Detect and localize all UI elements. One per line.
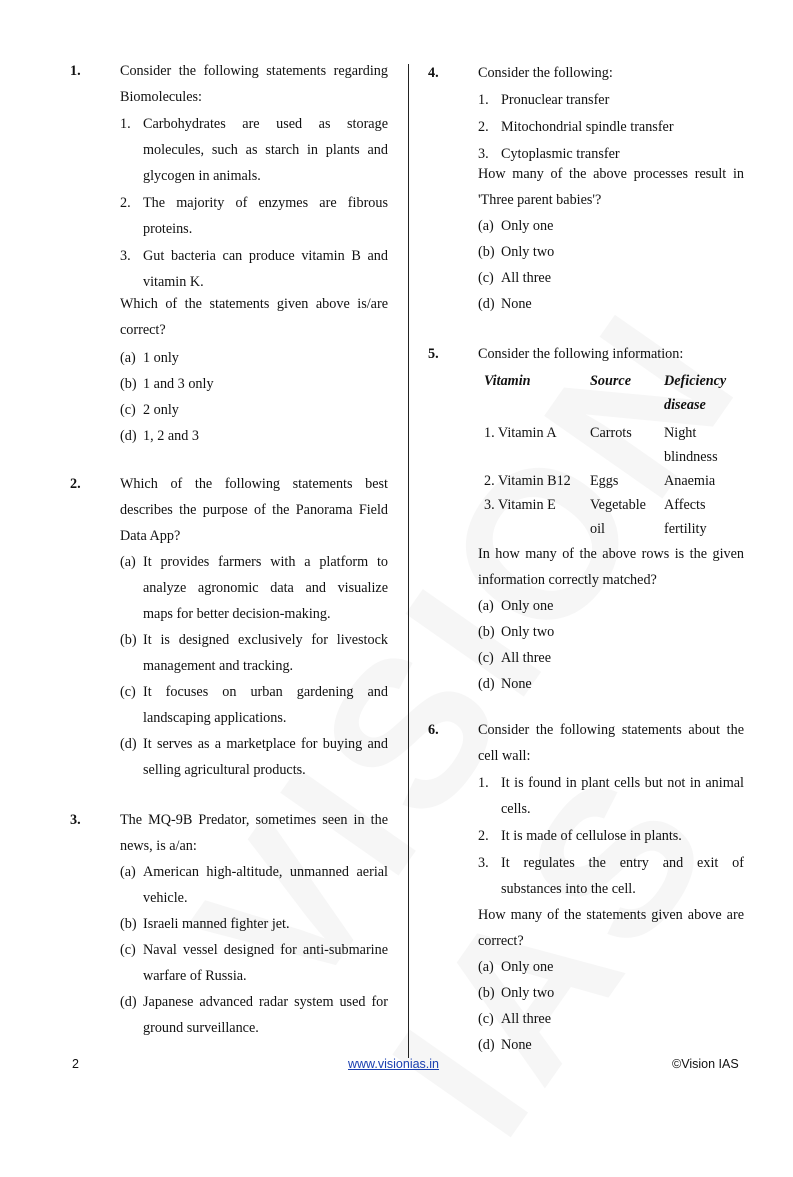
option-text: 1 only: [143, 350, 179, 366]
statement-label: 3.: [478, 146, 489, 162]
statement-label: 1.: [120, 116, 131, 132]
question-stem: Consider the following:: [478, 65, 613, 81]
table-row: [484, 469, 744, 493]
vitamin-table: [484, 369, 744, 541]
option-b[interactable]: [478, 980, 744, 1006]
statement: [478, 770, 744, 822]
option-text: It provides farmers with a platform to analyze agronomic data and visualize maps for better decision-making.: [143, 554, 388, 622]
page-number: 2: [72, 1057, 79, 1071]
option-text: Only two: [501, 244, 555, 260]
option-text: American high-altitude, unmanned aerial vehicle.: [143, 864, 388, 906]
option-text: 1 and 3 only: [143, 376, 214, 392]
question-number: 6.: [428, 722, 439, 738]
statement-label: 2.: [478, 828, 489, 844]
option-d[interactable]: [478, 291, 744, 317]
statement-text: Gut bacteria can produce vitamin B and vitamin K.: [143, 248, 388, 290]
option-label: (d): [120, 428, 137, 444]
option-text: Only two: [501, 985, 555, 1001]
option-label: (b): [478, 624, 495, 640]
table-cell: Affects fertility: [664, 497, 707, 537]
option-c[interactable]: [478, 645, 744, 671]
option-text: Japanese advanced radar system used for ground surveillance.: [143, 994, 388, 1036]
statement-text: Cytoplasmic transfer: [501, 146, 620, 162]
option-label: (a): [478, 959, 494, 975]
option-b[interactable]: [478, 239, 744, 265]
table-cell: Anaemia: [664, 473, 716, 489]
statement-label: 3.: [478, 855, 489, 871]
option-label: (c): [120, 402, 136, 418]
statement-label: 2.: [120, 195, 131, 211]
option-label: (d): [478, 676, 495, 692]
option-label: (a): [120, 554, 136, 570]
question-number: 4.: [428, 65, 439, 81]
table-cell: Carrots: [590, 425, 632, 441]
table-cell: Vegetable oil: [590, 497, 646, 537]
question-stem: Which of the following statements best describes the purpose of the Panorama Field Data App?: [120, 476, 388, 544]
statement: [120, 190, 388, 242]
statement-text: It regulates the entry and exit of substances into the cell.: [501, 855, 744, 897]
option-c[interactable]: [120, 397, 388, 423]
option-label: (b): [478, 244, 495, 260]
question-tail: How many of the above processes result in 'Three parent babies'?: [478, 166, 744, 208]
option-label: (a): [120, 864, 136, 880]
option-text: All three: [501, 1011, 552, 1027]
option-text: 2 only: [143, 402, 179, 418]
question-number: 1.: [70, 63, 81, 79]
option-c[interactable]: [120, 679, 388, 731]
option-a[interactable]: [120, 345, 388, 371]
statement-text: It is made of cellulose in plants.: [501, 828, 682, 844]
option-c[interactable]: [120, 937, 388, 989]
option-text: Naval vessel designed for anti-submarine warfare of Russia.: [143, 942, 388, 984]
left-column: [70, 58, 388, 1041]
question-6: [428, 717, 744, 1058]
table-header: Vitamin: [484, 373, 531, 389]
option-label: (a): [478, 218, 494, 234]
option-d[interactable]: [478, 671, 744, 697]
question-3: [70, 807, 388, 1041]
question-stem: Consider the following statements about the cell wall:: [478, 722, 744, 764]
statement-label: 2.: [478, 119, 489, 135]
option-label: (b): [120, 632, 137, 648]
option-a[interactable]: [478, 954, 744, 980]
option-c[interactable]: [478, 265, 744, 291]
option-text: Only one: [501, 218, 554, 234]
option-label: (b): [120, 376, 137, 392]
option-label: (c): [120, 942, 136, 958]
option-label: (d): [478, 296, 495, 312]
option-text: All three: [501, 270, 552, 286]
question-4: [428, 60, 744, 317]
option-a[interactable]: [120, 859, 388, 911]
option-d[interactable]: [120, 989, 388, 1041]
right-column: [428, 58, 744, 1058]
option-b[interactable]: [478, 619, 744, 645]
option-label: (a): [478, 598, 494, 614]
option-b[interactable]: [120, 627, 388, 679]
statement-text: Carbohydrates are used as storage molecules, such as starch in plants and glycogen in animals.: [143, 116, 388, 184]
statement: [120, 111, 388, 189]
statement: [478, 141, 744, 167]
statement: [478, 850, 744, 902]
option-text: None: [501, 676, 532, 692]
question-1: [70, 58, 388, 449]
table-row: [484, 493, 744, 541]
option-a[interactable]: [120, 549, 388, 627]
option-b[interactable]: [120, 371, 388, 397]
option-label: (d): [478, 1037, 495, 1053]
statement-label: 1.: [478, 92, 489, 108]
option-label: (a): [120, 350, 136, 366]
table-cell: Night blindness: [664, 425, 718, 465]
table-cell: 1. Vitamin A: [484, 425, 557, 441]
option-a[interactable]: [478, 593, 744, 619]
question-tail: Which of the statements given above is/are correct?: [120, 296, 388, 338]
option-text: Only two: [501, 624, 555, 640]
question-number: 2.: [70, 476, 81, 492]
statement-text: It is found in plant cells but not in animal cells.: [501, 775, 744, 817]
option-text: It focuses on urban gardening and landscaping applications.: [143, 684, 388, 726]
option-text: 1, 2 and 3: [143, 428, 199, 444]
option-text: Only one: [501, 959, 554, 975]
option-text: It serves as a marketplace for buying and selling agricultural products.: [143, 736, 388, 778]
option-c[interactable]: [478, 1006, 744, 1032]
statement: [478, 87, 744, 113]
column-divider: [408, 64, 409, 1058]
option-label: (c): [120, 684, 136, 700]
question-2: [70, 471, 388, 783]
option-text: None: [501, 1037, 532, 1053]
option-text: None: [501, 296, 532, 312]
option-label: (b): [120, 916, 137, 932]
question-number: 3.: [70, 812, 81, 828]
option-label: (d): [120, 994, 137, 1010]
option-label: (c): [478, 270, 494, 286]
website-link[interactable]: www.visionias.in: [348, 1057, 440, 1071]
table-header: Source: [590, 373, 631, 389]
question-stem: The MQ-9B Predator, sometimes seen in the news, is a/an:: [120, 812, 388, 854]
statement: [478, 114, 744, 140]
table-header: Deficiency disease: [664, 373, 727, 413]
table-cell: Eggs: [590, 473, 619, 489]
statement-text: The majority of enzymes are fibrous proteins.: [143, 195, 388, 237]
option-d[interactable]: [120, 423, 388, 449]
table-row: [484, 417, 744, 469]
option-b[interactable]: [120, 911, 388, 937]
copyright-text: ©Vision IAS: [672, 1057, 739, 1071]
table-header-row: [484, 369, 744, 417]
statement-text: Mitochondrial spindle transfer: [501, 119, 674, 135]
option-text: Israeli manned fighter jet.: [143, 916, 290, 932]
statement: [478, 823, 744, 849]
option-text: It is designed exclusively for livestock management and tracking.: [143, 632, 388, 674]
question-stem: Consider the following information:: [478, 346, 684, 362]
page-footer: [0, 1057, 793, 1077]
option-d[interactable]: [120, 731, 388, 783]
statement-label: 3.: [120, 248, 131, 264]
option-text: All three: [501, 650, 552, 666]
statement-text: Pronuclear transfer: [501, 92, 610, 108]
option-label: (c): [478, 1011, 494, 1027]
option-label: (d): [120, 736, 137, 752]
question-stem: Consider the following statements regarding Biomolecules:: [120, 63, 388, 105]
question-tail: How many of the statements given above are correct?: [478, 907, 744, 949]
option-d[interactable]: [478, 1032, 744, 1058]
question-tail: In how many of the above rows is the given information correctly matched?: [478, 546, 744, 588]
table-cell: 2. Vitamin B12: [484, 473, 571, 489]
table-cell: 3. Vitamin E: [484, 497, 556, 513]
statement: [120, 243, 388, 295]
question-number: 5.: [428, 346, 439, 362]
option-label: (b): [478, 985, 495, 1001]
option-a[interactable]: [478, 213, 744, 239]
option-text: Only one: [501, 598, 554, 614]
statement-label: 1.: [478, 775, 489, 791]
question-5: [428, 341, 744, 697]
option-label: (c): [478, 650, 494, 666]
